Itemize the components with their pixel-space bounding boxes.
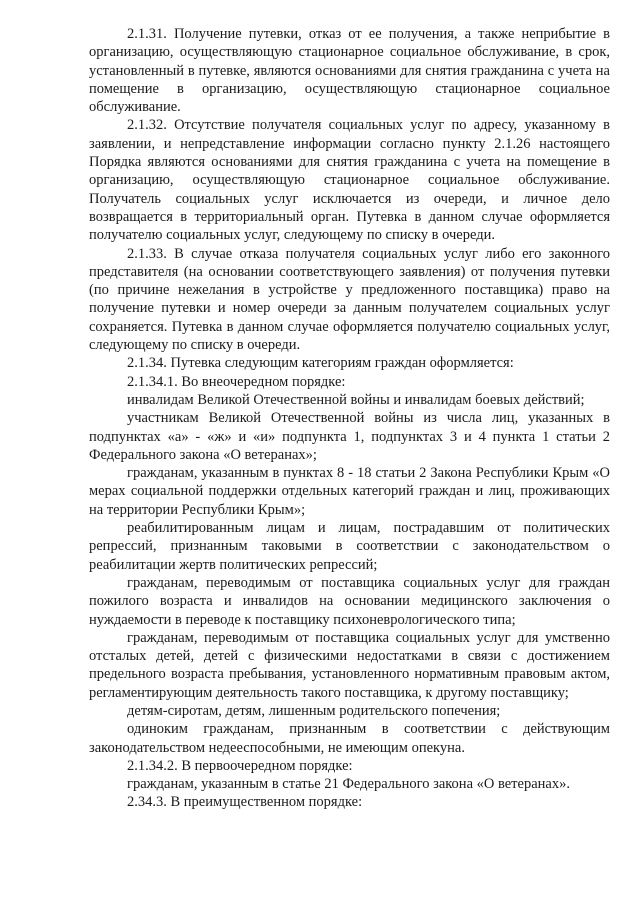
paragraph-transferred-psycho: гражданам, переводимым от поставщика социальных услуг для граждан пожилого возраста и инвалидов на основании медицинского заключения о нуждаемости в переводе к поставщику психоневрологического типа;: [89, 574, 610, 628]
paragraph-crimea: гражданам, указанным в пунктах 8 - 18 статьи 2 Закона Республики Крым «О мерах социальной поддержки отдельных категорий граждан и лиц, проживающих на территории Республики Крым»;: [89, 465, 610, 518]
paragraph-2-34-3: 2.34.3. В преимущественном порядке:: [127, 794, 363, 811]
paragraph-single-citizens: одиноким гражданам, признанным в соответствии с действующим законодательством недееспособными, не имеющим опекуна.: [89, 721, 610, 756]
paragraph-veterans-art21: гражданам, указанным в статье 21 Федерального закона «О ветеранах».: [127, 776, 570, 793]
paragraph-2-1-34-1: 2.1.34.1. Во внеочередном порядке:: [127, 373, 346, 390]
paragraph-orphans: детям-сиротам, детям, лишенным родительского попечения;: [127, 702, 501, 719]
paragraph-2-1-33: 2.1.33. В случае отказа получателя социальных услуг либо его законного представителя (на основании соответствующего заявления) от получения путевки (по причине нежелания в устройстве у предложенного поставщика) право на получение путевки и номер очереди за данным получателем социальных услуг сохраняется. Путевка в данном случае оформляется получателю социальных услуг, следующему по списку в очереди.: [89, 245, 610, 354]
paragraph-participants: участникам Великой Отечественной войны из числа лиц, указанных в подпунктах «а» - «ж» и «и» подпункта 1, подпунктах 3 и 4 пункта 1 статьи 2 Федерального закона «О ветеранах»;: [89, 410, 610, 463]
paragraph-2-1-31: 2.1.31. Получение путевки, отказ от ее получения, а также неприбытие в организацию, осуществляющую стационарное социальное обслуживание, в срок, установленный в путевке, являются основаниями для снятия гражданина с учета на помещение в организацию, осуществляющую стационарное социальное обслуживание.: [89, 26, 610, 116]
paragraph-rehabilitated: реабилитированным лицам и лицам, пострадавшим от политических репрессий, признанным таковыми в соответствии с законодательством о реабилитации жертв политических репрессий;: [89, 520, 610, 573]
paragraph-2-1-34: 2.1.34. Путевка следующим категориям граждан оформляется:: [127, 355, 514, 372]
paragraph-2-1-34-2: 2.1.34.2. В первоочередном порядке:: [127, 757, 353, 774]
paragraph-invalids: инвалидам Великой Отечественной войны и инвалидам боевых действий;: [127, 391, 585, 408]
document-page: [89, 0, 610, 812]
paragraph-transferred-children: гражданам, переводимым от поставщика социальных услуг для умственно отсталых детей, детей с физическими недостатками в связи с достижением предельного возраста пребывания, установленного нормативным правовым актом, регламентирующим деятельность такого поставщика, к другому поставщику;: [89, 629, 610, 701]
paragraph-2-1-32: 2.1.32. Отсутствие получателя социальных услуг по адресу, указанному в заявлении, и непредставление информации согласно пункту 2.1.26 настоящего Порядка являются основаниями для снятия гражданина с учета на помещение в организацию, осуществляющую стационарное социальное обслуживание. Получатель социальных услуг исключается из очереди, и личное дело возвращается в территориальный орган. Путевка в данном случае оформляется получателю социальных услуг, следующему по списку в очереди.: [89, 117, 610, 244]
